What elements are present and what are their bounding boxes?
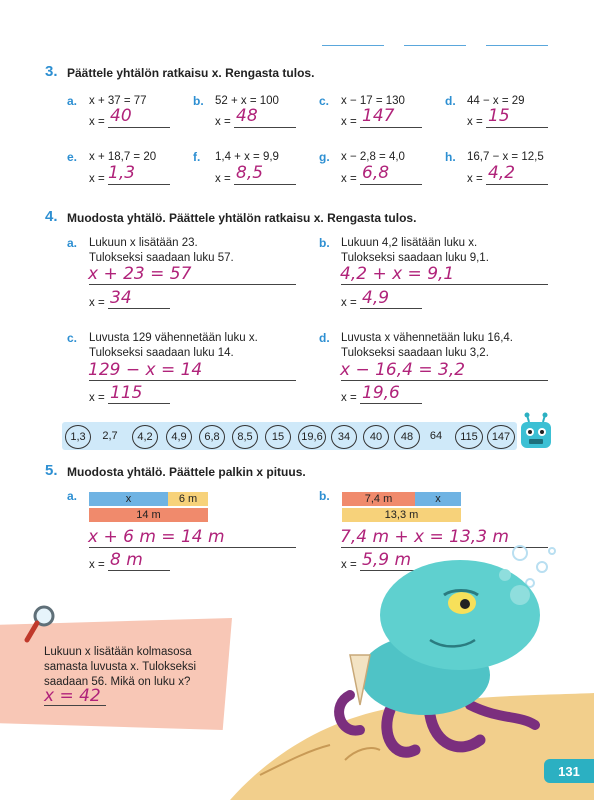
task5-a-bar-total: 14 m [89, 508, 208, 522]
strip-chip-12[interactable]: 115 [455, 425, 483, 449]
task3-f-answer-line [234, 184, 296, 185]
task3-d-letter: d. [445, 94, 456, 108]
task3-b-equation: 52 + x = 100 [215, 95, 279, 107]
task3-a-letter: a. [67, 94, 78, 108]
task4-b-equation-line [341, 284, 548, 285]
task3-h-answer-line [486, 184, 548, 185]
task3-e-answer-line [108, 184, 170, 185]
task3-f-x: x = [215, 173, 231, 185]
task3-a-equation: x + 37 = 77 [89, 95, 147, 107]
task3-d-answer-line [486, 127, 548, 128]
task3-a-answer-line [108, 127, 170, 128]
task3-e-letter: e. [67, 150, 78, 164]
task4-a-equation-line [89, 284, 296, 285]
strip-chip-13[interactable]: 147 [487, 425, 515, 449]
task3-title: Päättele yhtälön ratkaisu x. Rengasta tulos. [67, 66, 315, 80]
bonus-line2: samasta luvusta x. Tulokseksi [44, 661, 197, 673]
strip-chip-9[interactable]: 40 [363, 425, 389, 449]
task5-a-x: x = [89, 559, 105, 571]
task4-a-x: x = [89, 297, 105, 309]
strip-chip-0[interactable]: 1,3 [65, 425, 91, 449]
task4-c-letter: c. [67, 331, 78, 345]
task4-d-answer[interactable]: 19,6 [362, 383, 400, 403]
task4-c-line1: Luvusta 129 vähennetään luku x. [89, 332, 258, 344]
task5-a-equation[interactable]: x + 6 m = 14 m [88, 527, 225, 547]
octopus-illustration [230, 545, 594, 800]
task3-d-x: x = [467, 116, 483, 128]
strip-chip-11[interactable]: 64 [429, 430, 443, 442]
task3-number: 3. [45, 63, 58, 80]
task3-d-equation: 44 − x = 29 [467, 95, 525, 107]
strip-chip-4[interactable]: 6,8 [199, 425, 225, 449]
task4-d-x: x = [341, 392, 357, 404]
task4-d-line2: Tulokseksi saadaan luku 3,2. [341, 347, 489, 359]
bonus-answer-line [44, 705, 106, 706]
task3-g-equation: x − 2,8 = 4,0 [341, 151, 405, 163]
task5-b-equation[interactable]: 7,4 m + x = 13,3 m [340, 527, 509, 547]
magnifier-icon [24, 604, 58, 644]
task5-b-letter: b. [319, 489, 330, 503]
task4-b-x: x = [341, 297, 357, 309]
strip-chip-2[interactable]: 4,2 [132, 425, 158, 449]
task3-h-letter: h. [445, 150, 456, 164]
task4-a-line1: Lukuun x lisätään 23. [89, 237, 198, 249]
task3-h-answer[interactable]: 4,2 [488, 163, 516, 183]
task3-b-answer-line [234, 127, 296, 128]
task3-e-answer[interactable]: 1,3 [108, 163, 136, 183]
bonus-line3: saadaan 56. Mikä on luku x? [44, 676, 191, 688]
task3-c-x: x = [341, 116, 357, 128]
task4-b-answer-line [360, 308, 422, 309]
task3-e-x: x = [89, 173, 105, 185]
task4-a-answer-line [108, 308, 170, 309]
task5-b-bar-x: x [415, 492, 461, 506]
task3-c-answer-line [360, 127, 422, 128]
task3-g-letter: g. [319, 150, 330, 164]
task3-g-answer-line [360, 184, 422, 185]
task3-f-equation: 1,4 + x = 9,9 [215, 151, 279, 163]
bonus-line1: Lukuun x lisätään kolmasosa [44, 646, 192, 658]
task5-b-bar-part: 7,4 m [342, 492, 415, 506]
task3-h-equation: 16,7 − x = 12,5 [467, 151, 544, 163]
header-blank-line-3 [486, 45, 548, 46]
task4-b-answer[interactable]: 4,9 [362, 288, 390, 308]
strip-chip-5[interactable]: 8,5 [232, 425, 258, 449]
robot-icon [518, 412, 554, 452]
task3-f-letter: f. [193, 150, 201, 164]
task5-b-answer[interactable]: 5,9 m [362, 550, 411, 570]
task4-a-line2: Tulokseksi saadaan luku 57. [89, 252, 234, 264]
task5-title: Muodosta yhtälö. Päättele palkin x pituus. [67, 465, 306, 479]
task4-d-equation-line [341, 380, 548, 381]
task4-d-letter: d. [319, 331, 330, 345]
task4-number: 4. [45, 208, 58, 225]
task4-d-equation[interactable]: x − 16,4 = 3,2 [340, 360, 466, 380]
task5-a-bar-x: x [89, 492, 168, 506]
header-blank-line-2 [404, 45, 466, 46]
task5-a-bar-part: 6 m [168, 492, 208, 506]
task4-b-equation[interactable]: 4,2 + x = 9,1 [340, 264, 455, 284]
task4-c-x: x = [89, 392, 105, 404]
task3-h-x: x = [467, 173, 483, 185]
task4-title: Muodosta yhtälö. Päättele yhtälön ratkaisu x. Rengasta tulos. [67, 211, 417, 225]
task3-a-answer[interactable]: 40 [110, 106, 132, 126]
strip-chip-7[interactable]: 19,6 [298, 425, 326, 449]
task3-a-x: x = [89, 116, 105, 128]
task5-b-bar-total: 13,3 m [342, 508, 461, 522]
task3-b-answer[interactable]: 48 [236, 106, 258, 126]
task4-b-line1: Lukuun 4,2 lisätään luku x. [341, 237, 478, 249]
task3-c-equation: x − 17 = 130 [341, 95, 405, 107]
task5-a-answer-line [108, 570, 170, 571]
strip-chip-10[interactable]: 48 [394, 425, 420, 449]
task4-c-line2: Tulokseksi saadaan luku 14. [89, 347, 234, 359]
strip-chip-8[interactable]: 34 [331, 425, 357, 449]
task4-b-letter: b. [319, 236, 330, 250]
task5-b-x: x = [341, 559, 357, 571]
task3-f-answer[interactable]: 8,5 [236, 163, 264, 183]
task4-b-line2: Tulokseksi saadaan luku 9,1. [341, 252, 489, 264]
strip-chip-6[interactable]: 15 [265, 425, 291, 449]
task3-g-x: x = [341, 173, 357, 185]
task3-b-x: x = [215, 116, 231, 128]
task4-d-line1: Luvusta x vähennetään luku 16,4. [341, 332, 513, 344]
task5-a-letter: a. [67, 489, 78, 503]
task3-b-letter: b. [193, 94, 204, 108]
page-number: 131 [544, 759, 594, 783]
task5-number: 5. [45, 462, 58, 479]
task4-d-answer-line [360, 403, 422, 404]
task4-c-answer-line [108, 403, 170, 404]
strip-chip-1[interactable]: 2,7 [102, 430, 118, 442]
task5-a-answer[interactable]: 8 m [110, 550, 143, 570]
task4-a-letter: a. [67, 236, 78, 250]
task4-c-answer[interactable]: 115 [110, 383, 143, 403]
task4-c-equation[interactable]: 129 − x = 14 [88, 360, 203, 380]
strip-chip-3[interactable]: 4,9 [166, 425, 192, 449]
task3-c-answer[interactable]: 147 [362, 106, 395, 126]
task3-e-equation: x + 18,7 = 20 [89, 151, 157, 163]
bonus-answer[interactable]: x = 42 [44, 686, 101, 706]
task4-a-answer[interactable]: 34 [110, 288, 132, 308]
task3-c-letter: c. [319, 94, 330, 108]
task3-g-answer[interactable]: 6,8 [362, 163, 390, 183]
task4-a-equation[interactable]: x + 23 = 57 [88, 264, 192, 284]
header-blank-line-1 [322, 45, 384, 46]
task4-c-equation-line [89, 380, 296, 381]
task3-d-answer[interactable]: 15 [488, 106, 510, 126]
